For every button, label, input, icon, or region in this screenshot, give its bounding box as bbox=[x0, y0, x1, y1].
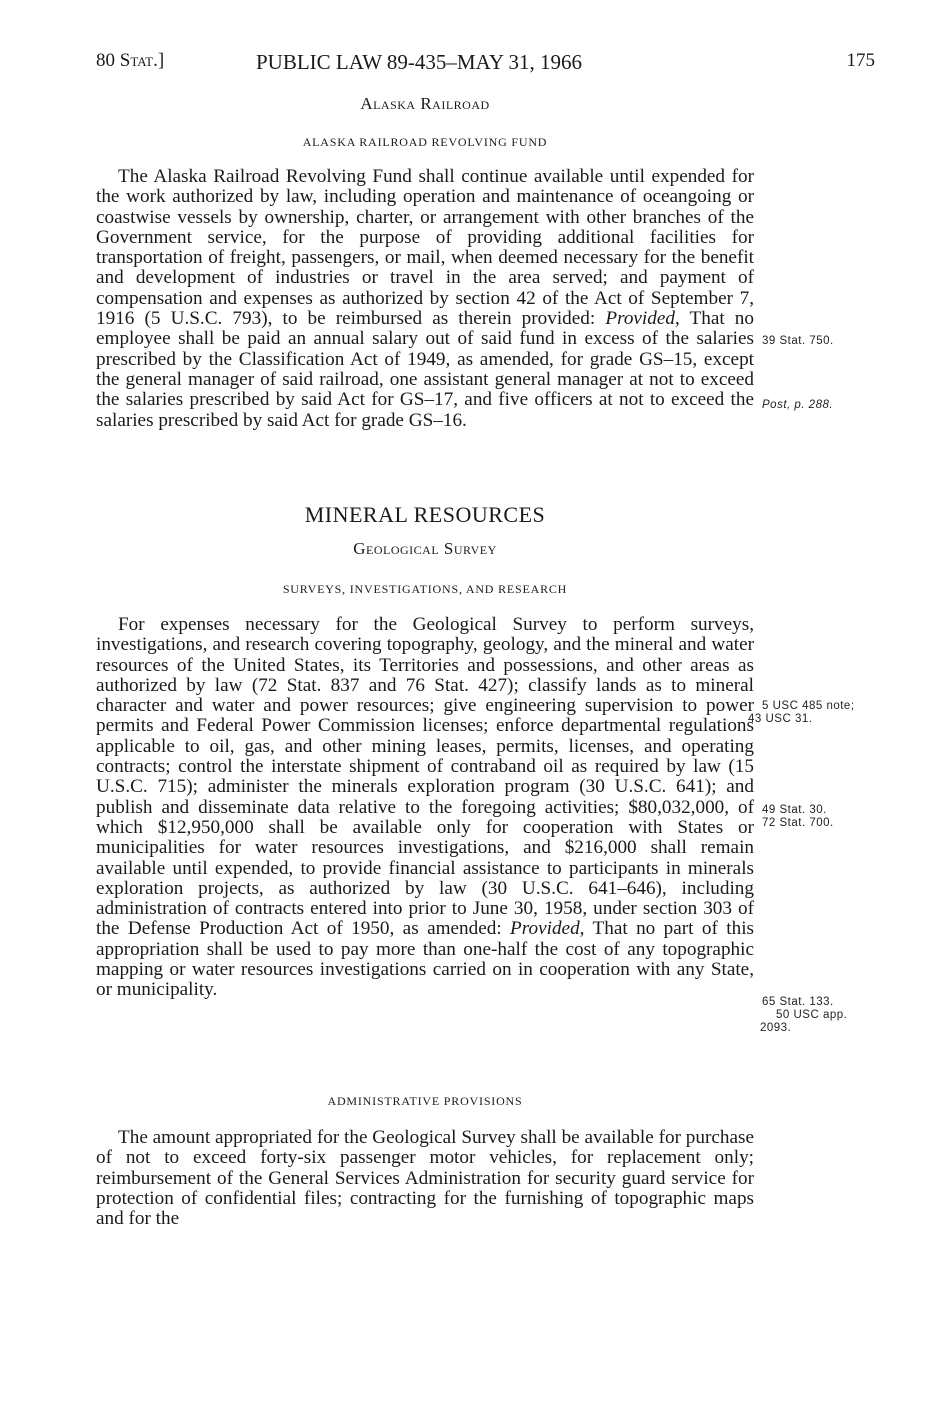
revolving-fund-subheading: ALASKA RAILROAD REVOLVING FUND bbox=[302, 135, 548, 149]
revolving-fund-paragraph bbox=[96, 167, 754, 431]
paragraph-text: The amount appropriated for the Geological Survey shall be available for purchase of not to exceed forty-six passenger motor vehicles, for replacement only; reimbursement of the General Services Administration for security guard service for protection of confidential files; contracting for the furnishing of topographic maps and for the bbox=[96, 1127, 754, 1230]
public-law-title: PUBLIC LAW 89-435–MAY 31, 1966 bbox=[256, 50, 582, 74]
volume-citation bbox=[96, 50, 164, 72]
surveys-subheading: SURVEYS, INVESTIGATIONS, AND RESEARCH bbox=[282, 582, 568, 596]
administrative-provisions-paragraph bbox=[96, 1128, 754, 1229]
margin-note-line: 65 Stat. 133. bbox=[762, 996, 834, 1008]
margin-note-65-stat bbox=[762, 996, 847, 1035]
paragraph-text-cont: , That no part of this appropriation shall be used to pay more than one-half the cost of any topographic mapping or water resources investigations carried on in cooperation with any State, or municipality. bbox=[96, 918, 754, 1001]
volume-abbrev: Stat. bbox=[119, 50, 158, 71]
page-number: 175 bbox=[846, 50, 875, 71]
volume-number: 80 bbox=[96, 50, 120, 71]
margin-note-5-usc bbox=[748, 700, 855, 726]
geological-survey-paragraph bbox=[96, 615, 754, 1001]
paragraph-text-cont: , That no employee shall be paid an annual salary out of said fund in excess of the salaries prescribed by the Classification Act of 1949, as amended, for grade GS–15, except the general manager of said railroad, one assistant general manager at not to exceed the salaries prescribed by said Act for GS–17, and five officers at not to exceed the salaries prescribed by said Act for grade GS–16. bbox=[96, 308, 754, 431]
paragraph-text: The Alaska Railroad Revolving Fund shall continue available until expended for the work authorized by law, including operation and maintenance of oceangoing or coastwise vessels by ownership, charter, or arrangement with other branches of the Government service, for the purpose of providing additional facilities for transportation of freight, passengers, or mail, when deemed necessary for the benefit and development of industries or travel in the area served; and payment of compensation and expenses as authorized by section 42 of the Act of September 7, 1916 (5 U.S.C. 793), to be reimbursed as therein provided: bbox=[96, 166, 754, 330]
margin-note-line: 72 Stat. 700. bbox=[762, 817, 834, 829]
margin-note-49-stat bbox=[762, 804, 834, 830]
alaska-railroad-heading: Alaska Railroad bbox=[360, 94, 490, 113]
margin-note-line: 2093. bbox=[760, 1022, 792, 1034]
volume-bracket: ] bbox=[157, 50, 165, 71]
margin-note-line: 50 USC app. bbox=[776, 1009, 848, 1021]
margin-note-line: 49 Stat. 30. bbox=[762, 804, 827, 816]
margin-note-text: 39 Stat. 750. bbox=[762, 335, 834, 347]
proviso-italic: Provided bbox=[510, 918, 580, 940]
margin-note-line: 43 USC 31. bbox=[748, 713, 813, 725]
geological-survey-heading: Geological Survey bbox=[353, 539, 497, 558]
proviso-italic: Provided bbox=[605, 308, 675, 330]
administrative-provisions-subheading: ADMINISTRATIVE PROVISIONS bbox=[327, 1094, 523, 1108]
mineral-resources-title: MINERAL RESOURCES bbox=[304, 502, 546, 527]
margin-note-line: 5 USC 485 note; bbox=[762, 700, 855, 712]
margin-note-post bbox=[762, 399, 833, 412]
paragraph-text: For expenses necessary for the Geological Survey to perform surveys, investigations, and research covering topography, geology, and the mineral and water resources of the United States, its Territories and possessions, and other areas as authorized by law (72 Stat. 837 and 76 Stat. 427); classify lands as to mineral character and water and power resources; give engineering supervision to power permits and Federal Power Commission licenses; enforce departmental regulations applicable to oil, gas, and other mining leases, permits, licenses, and operating contracts; control the interstate shipment of contraband oil as required by law (15 U.S.C. 715); administer the minerals exploration program (30 U.S.C. 641); and publish and disseminate data relative to the foregoing activities; $80,032,000, of which $12,950,000 shall be available only for cooperation with States or municipalities for water resources investigations, and $216,000 shall remain available until expended, to provide financial assistance to participants in minerals exploration projects, as authorized by law (30 U.S.C. 641–646), including administration of contracts entered into prior to June 30, 1958, under section 303 of the Defense Production Act of 1950, as amended: bbox=[96, 614, 754, 940]
page-header bbox=[96, 50, 875, 78]
margin-note-text: Post, p. 288. bbox=[762, 399, 834, 411]
margin-note-39-stat bbox=[762, 335, 834, 348]
